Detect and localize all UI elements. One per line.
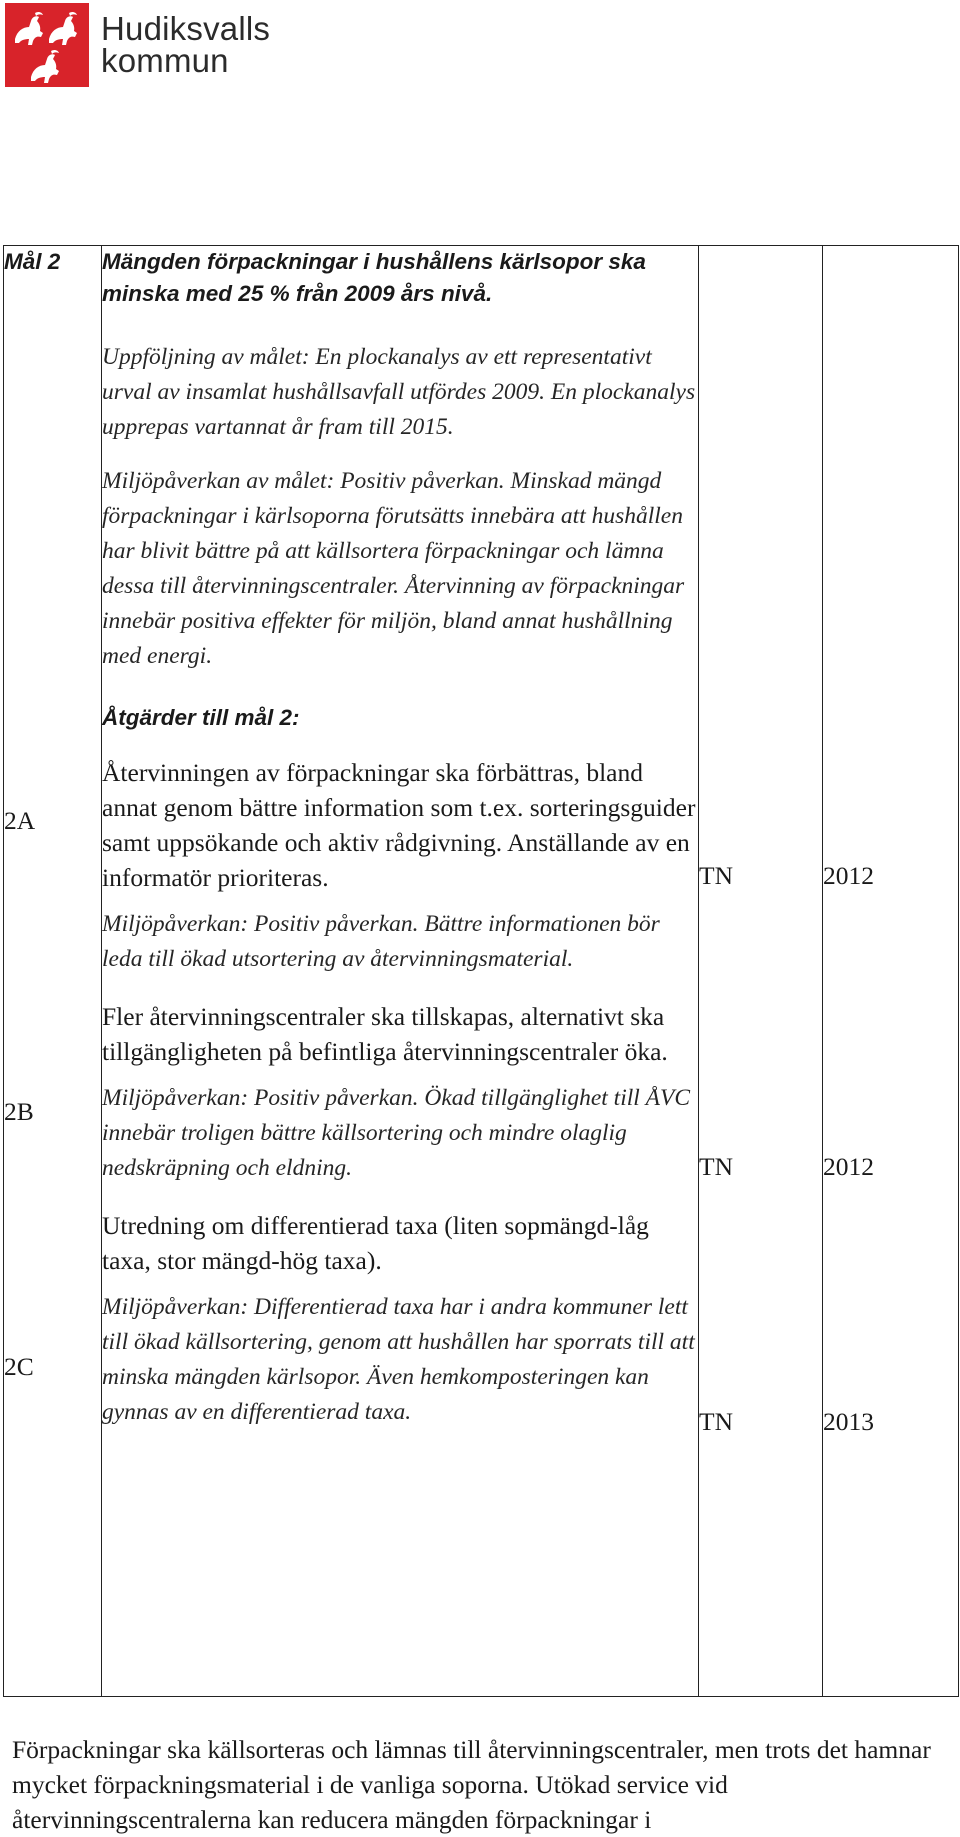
goal-title: Mängden förpackningar i hushållens kärlsopor ska minska med 25 % från 2009 års nivå. (102, 249, 646, 306)
measure-impact-2a: Miljöpåverkan: Positiv påverkan. Bättre informationen bör leda till ökad utsortering av återvinningsmaterial. (102, 911, 660, 972)
logo-line-2: kommun (101, 42, 229, 79)
year-column (823, 246, 959, 1697)
measures-heading: Åtgärder till mål 2: (102, 705, 300, 730)
goal-impact: Miljöpåverkan av målet: Positiv påverkan. Minskad mängd förpackningar i kärlsoporna förutsätts innebära att hushållen har blivit bättre på att källsortera förpackningar och lämna dessa till återvinningscentraler. Återvinning av förpackningar innebär positiva effekter för miljön, bland annat hushållning med energi. (102, 468, 685, 669)
description-column (102, 246, 699, 1697)
measure-responsible-2c: TN (699, 1407, 733, 1436)
measure-code-2b: 2B (4, 1097, 34, 1126)
logo-emblem-icon (5, 3, 89, 87)
measure-impact-2b: Miljöpåverkan: Positiv påverkan. Ökad tillgänglighet till ÅVC innebär troligen bättre källsortering och mindre olaglig nedskräpning och eldning. (102, 1085, 691, 1181)
measure-responsible-2b: TN (699, 1152, 733, 1181)
goal-label: Mål 2 (4, 249, 61, 274)
measure-responsible-2a: TN (699, 861, 733, 890)
measure-code-2a: 2A (4, 806, 36, 835)
measure-text-2b: Fler återvinningscentraler ska tillskapas, alternativt ska tillgängligheten på befintliga återvinningscentraler öka. (102, 1002, 668, 1066)
logo-wordmark (101, 10, 271, 79)
measure-year-2a: 2012 (823, 861, 874, 890)
measure-impact-2c: Miljöpåverkan: Differentierad taxa har i andra kommuner lett till ökad källsortering, genom att hushållen har sporrats till att minska mängden kärlsopor. Även hemkomposteringen kan gynnas av en differentierad taxa. (102, 1294, 695, 1425)
goal-followup: Uppföljning av målet: En plockanalys av ett representativt urval av insamlat hushållsavfall utfördes 2009. En plockanalys upprepas vartannat år fram till 2015. (102, 344, 696, 440)
measure-year-2c: 2013 (823, 1407, 874, 1436)
body-paragraph: Förpackningar ska källsorteras och lämnas till återvinningscentraler, men trots det hamnar mycket förpackningsmaterial i de vanliga soporna. Utökad service vid återvinningscentralerna kan reducera mängden förpackningar i (12, 1735, 931, 1834)
measure-text-2a: Återvinningen av förpackningar ska förbättras, bland annat genom bättre information som t.ex. sorteringsguider samt uppsökande och aktiv rådgivning. Anställande av en informatör prioriteras. (102, 758, 696, 892)
municipality-logo (5, 3, 270, 87)
responsible-column (699, 246, 823, 1697)
measure-text-2c: Utredning om differentierad taxa (liten sopmängd-låg taxa, stor mängd-hög taxa). (102, 1211, 649, 1275)
measure-year-2b: 2012 (823, 1152, 874, 1181)
code-column (4, 246, 102, 1697)
goal-table (3, 245, 959, 1697)
goal-table-row (4, 246, 959, 1697)
measure-code-2c: 2C (4, 1352, 34, 1381)
logo-line-1: Hudiksvalls (101, 10, 271, 47)
